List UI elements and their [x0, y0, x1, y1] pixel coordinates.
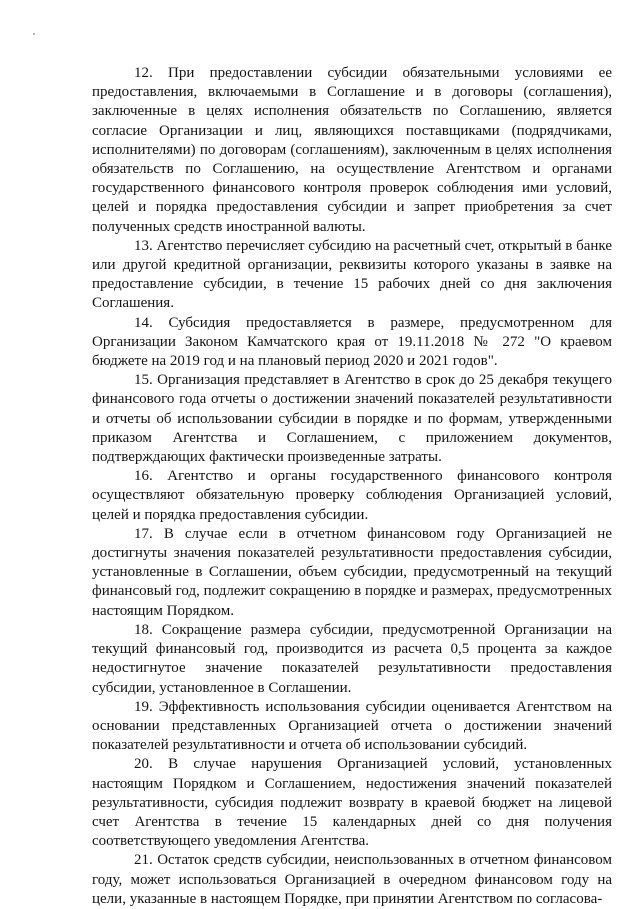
paragraph-19 — [92, 698, 612, 756]
paragraph-number: 15. — [134, 372, 153, 389]
paragraph-15 — [92, 371, 612, 467]
paragraph-12 — [92, 64, 612, 237]
paragraph-14 — [92, 314, 612, 372]
paragraph-number: 19. — [134, 698, 153, 715]
paragraph-number: 12. — [134, 65, 153, 81]
paragraph-text: При предоставлении субсидии обязательными условиями ее предоставления, включаемыми в Соглашение и в договоры (соглашения), заключенные в целях исполнения обязательств по Соглашению, является согласие Организации и лиц, являющихся поставщиками (подрядчиками, исполнителями) по договорам (соглашениям), заключенным в целях исполнения обязательств по Соглашению, на осуществление Агентством и органами государственного финансового контроля проверок соблюдения ими условий, целей и порядка предоставления субсидии и запрет приобретения за счет полученных средств иностранной валюты. — [92, 65, 612, 235]
paragraph-number: 20. — [134, 756, 153, 773]
paragraph-text: Эффективность использования субсидии оценивается Агентством на основании представленных Организацией отчета о достижении значений показателей результативности и отчета об использовании субсидий. — [92, 698, 613, 754]
paragraph-number: 14. — [134, 314, 153, 331]
paragraph-20 — [92, 755, 612, 851]
paragraph-13 — [92, 237, 612, 314]
paragraph-21 — [92, 851, 612, 909]
paragraph-18 — [92, 621, 612, 698]
paragraph-text: Агентство и органы государственного финансового контроля осуществляют обязательную проверку соблюдения Организацией условий, целей и порядка предоставления субсидии. — [92, 468, 612, 523]
paragraph-number: 13. — [134, 237, 153, 254]
paragraph-text: Остаток средств субсидии, неиспользованных в отчетном финансовом году, может использоваться Организацией в очередном финансовом году на цели, указанные в настоящем Порядке, при принятии Агентством по согласова- — [92, 852, 612, 907]
paragraph-16 — [92, 467, 612, 525]
paragraph-number: 21. — [134, 852, 153, 869]
paragraph-text: Субсидия предоставляется в размере, предусмотренном для Организации Законом Камчатского края от 19.11.2018 № 272 "О краевом бюджете на 2019 год и на плановый период 2020 и 2021 годов". — [92, 314, 612, 370]
paragraph-number: 18. — [134, 621, 153, 638]
paragraph-number: 16. — [134, 468, 153, 485]
paragraph-text: Организация представляет в Агентство в срок до 25 декабря текущего финансового года отчеты о достижении значений показателей результативности и отчеты об использовании субсидии в порядке и по формам, утвержденными приказом Агентства и Соглашением, с приложением документов, подтверждающих фактически произведенные затраты. — [92, 372, 612, 466]
paragraph-text: В случае нарушения Организацией условий, установленных настоящим Порядком и Соглашением, недостижения значений показателей результативности, субсидия подлежит возврату в краевой бюджет на лицевой счет Агентства в течение 15 календарных дней со дня получения соответствующего уведомления Агентства. — [92, 756, 613, 850]
paragraph-text: Агентство перечисляет субсидию на расчетный счет, открытый в банке или другой кредитной организации, реквизиты которого указаны в заявке на предоставление субсидии, в течение 15 рабочих дней со дня заключения Соглашения. — [92, 237, 613, 312]
paragraph-text: Сокращение размера субсидии, предусмотренной Организации на текущий финансовый год, производится из расчета 0,5 процента за каждое недостигнутое значение показателей результативности предоставления субсидии, установленное в Соглашении. — [92, 621, 612, 696]
document-body — [92, 64, 612, 909]
paragraph-text: В случае если в отчетном финансовом году Организацией не достигнуты значения показателей результативности предоставления субсидии, установленные в Соглашении, объем субсидии, предусмотренный на текущий финансовый год, подлежит сокращению в порядке и размерах, предусмотренных настоящим Порядком. — [92, 525, 612, 619]
paragraph-17 — [92, 525, 612, 621]
scan-speck — [33, 33, 35, 35]
paragraph-number: 17. — [134, 525, 153, 542]
